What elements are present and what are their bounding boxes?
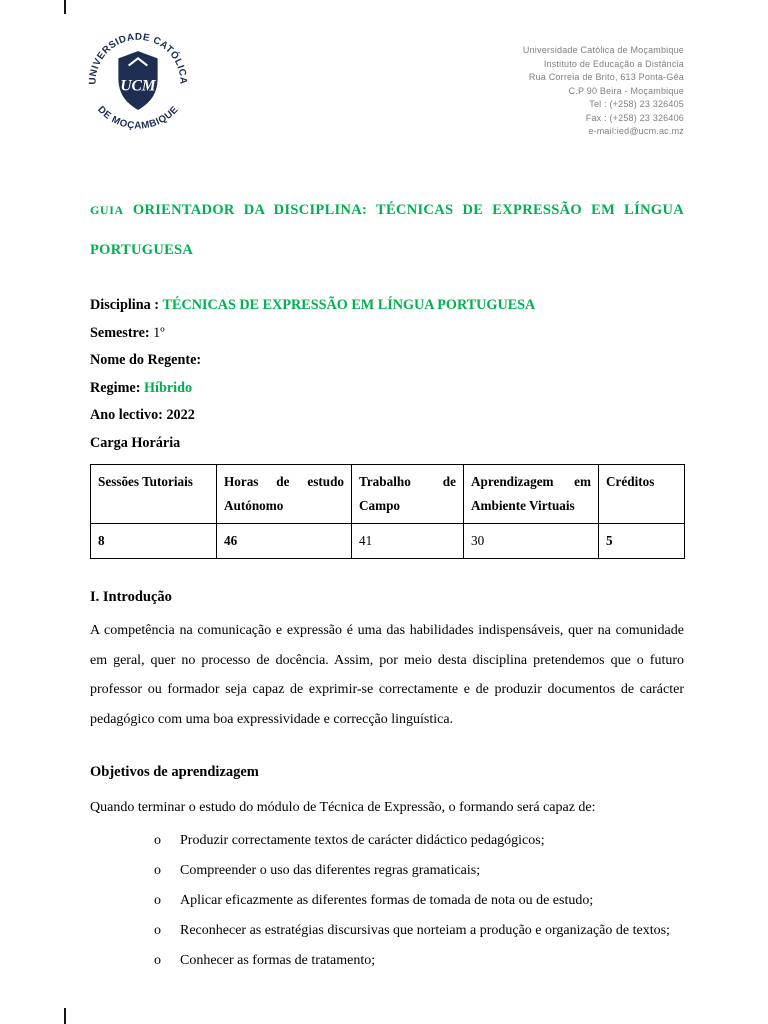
intro-paragraph: A competência na comunicação e expressão é uma das habilidades indispensáveis, quer na comunidade em geral, quer no processo de docência. Assim, por meio desta disciplina pretendemos que o futuro professor ou formador seja capaz de exprimir-se correctamente e de produzir documentos de carácter pedagógico com uma boa expressividade e correcção linguística. (90, 623, 684, 727)
table-header-creditos: Créditos (599, 465, 685, 524)
document-title (90, 190, 684, 270)
university-logo (76, 16, 200, 140)
institution-address-block (523, 44, 684, 139)
bullet-marker: o (154, 833, 161, 848)
meta-disciplina-value: TÉCNICAS DE EXPRESSÃO EM LÍNGUA PORTUGUESA (162, 297, 536, 313)
list-item-text: Aplicar eficazmente as diferentes formas de tomada de nota ou de estudo; (180, 893, 594, 908)
course-load-table (90, 464, 685, 559)
page-edge-mark-bottom (64, 1008, 66, 1024)
table-cell-aprendizagem: 30 (464, 524, 599, 559)
list-item (90, 946, 684, 976)
page-edge-mark-top (64, 0, 66, 14)
bullet-marker: o (154, 923, 161, 938)
list-item (90, 886, 684, 916)
list-item-text: Reconhecer as estratégias discursivas que norteiam a produção e organização de textos; (180, 923, 670, 938)
table-header-sessoes: Sessões Tutoriais (91, 465, 217, 524)
address-line-email: e-mail:ied@ucm.ac.mz (588, 126, 684, 136)
meta-regente (90, 347, 684, 375)
list-item (90, 916, 684, 946)
list-item (90, 856, 684, 886)
meta-semestre-label: Semestre: (90, 324, 150, 341)
intro-heading: I. Introdução (90, 589, 172, 605)
letterhead (87, 12, 684, 140)
list-item-text: Compreender o uso das diferentes regras gramaticais; (180, 863, 481, 878)
address-line-tel: Tel : (+258) 23 326405 (589, 99, 684, 109)
objectives-list (90, 826, 684, 976)
table-header-aprendizagem: Aprendizagem em Ambiente Virtuais (464, 465, 599, 524)
logo-ring-top-text: UNIVERSIDADE CATÓLICA (87, 31, 189, 85)
table-header-trabalho: Trabalho de Campo (352, 465, 464, 524)
meta-semestre (90, 320, 684, 348)
table-header-row (91, 465, 685, 524)
bullet-marker: o (154, 863, 161, 878)
address-line-fax: Fax : (+258) 23 326406 (585, 112, 684, 123)
table-cell-sessoes: 8 (91, 524, 217, 559)
meta-semestre-value: 1º (153, 324, 165, 341)
list-item-text: Produzir correctamente textos de carácter didáctico pedagógicos; (180, 833, 545, 848)
meta-ano-lectivo (90, 402, 684, 430)
list-item-text: Conhecer as formas de tratamento; (180, 953, 376, 968)
address-line: Universidade Católica de Moçambique (522, 45, 684, 55)
list-item (90, 826, 684, 856)
bullet-marker: o (154, 893, 161, 908)
logo-monogram: UCM (120, 77, 156, 95)
address-line: Instituto de Educação a Distância (543, 58, 684, 69)
objectives-heading: Objetivos de aprendizagem (90, 764, 259, 780)
meta-carga-label: Carga Horária (90, 434, 181, 451)
address-line: Rua Correia de Brito, 613 Ponta-Gêa (528, 72, 684, 82)
meta-regime-label: Regime: (90, 379, 141, 396)
document-title-lead: GUIA (90, 203, 124, 217)
table-cell-trabalho: 41 (352, 524, 464, 559)
objectives-lead: Quando terminar o estudo do módulo de Técnica de Expressão, o formando será capaz de: (90, 800, 596, 815)
table-cell-horas: 46 (217, 524, 352, 559)
meta-ano-value: 2022 (166, 407, 195, 423)
course-meta (90, 292, 684, 457)
meta-disciplina-label: Disciplina : (90, 297, 159, 313)
meta-disciplina (90, 292, 684, 320)
table-header-horas: Horas de estudo Autónomo (217, 465, 352, 524)
meta-regime (90, 375, 684, 403)
meta-carga-horaria (90, 430, 684, 458)
meta-ano-label: Ano lectivo: (90, 407, 163, 423)
table-cell-creditos: 5 (599, 524, 685, 559)
table-row (91, 524, 685, 559)
address-line: C.P 90 Beira - Moçambique (568, 85, 684, 96)
meta-regente-label: Nome do Regente: (90, 352, 202, 368)
bullet-marker: o (154, 953, 161, 968)
meta-regime-value: Híbrido (143, 379, 193, 396)
document-title-rest: ORIENTADOR DA DISCIPLINA: TÉCNICAS DE EXPRESSÃO EM LÍNGUA PORTUGUESA (90, 202, 684, 258)
logo-ring-bottom-text: DE MOÇAMBIQUE (95, 104, 181, 132)
